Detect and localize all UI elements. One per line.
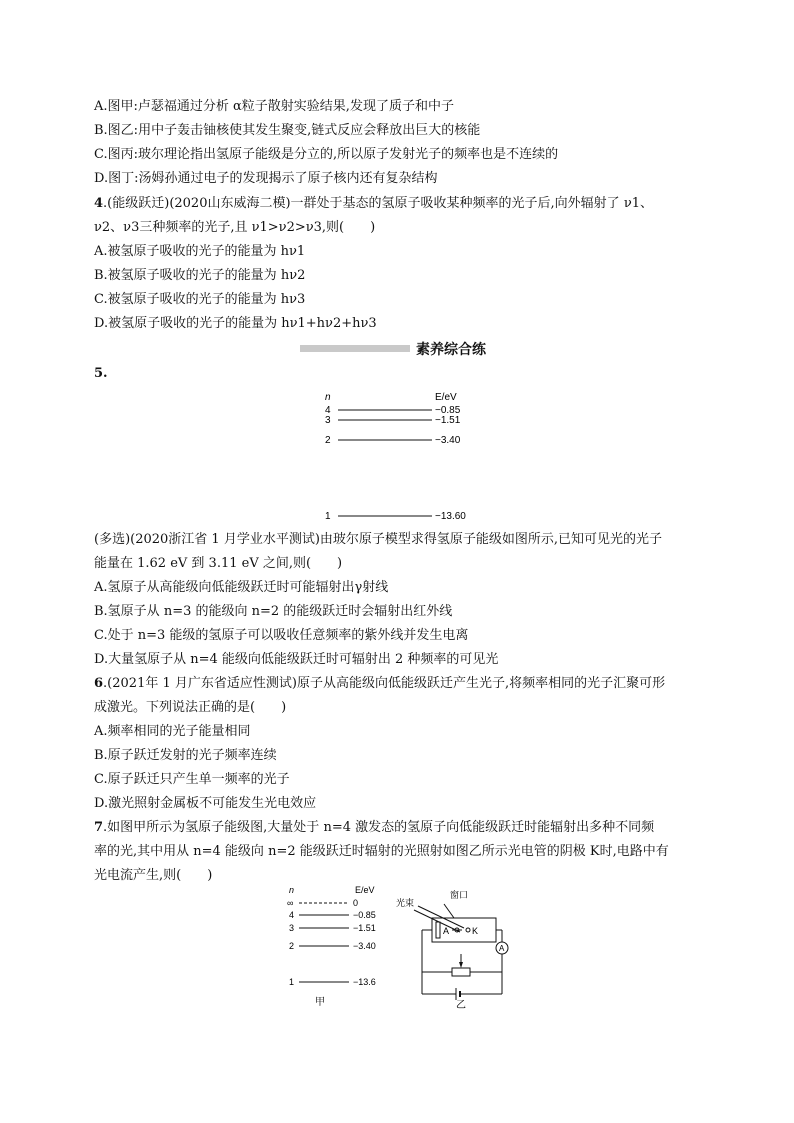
q7-yi-anode-label: A [443,926,450,936]
q5-stem-line1: (多选)(2020浙江省 1 月学业水平测试)由玻尔原子模型求得氢原子能级如图所示,已知可见光的光子 [94,532,663,547]
q7-yi-light-beam-1 [414,910,460,932]
q4-stem-line2: ν2、ν3三种频率的光子,且 ν1>ν2>ν3,则( ) [94,220,376,235]
q6-option-d: D.激光照射金属板不可能发生光电效应 [94,796,317,811]
q7-jia-level-1-n: 1 [289,977,295,987]
q6-stem-line1 [94,674,665,694]
q6-number: 6 [94,676,104,691]
q4-stem-line1 [94,194,653,214]
q7-stem-line2: 率的光,其中用从 n=4 能级向 n=2 能级跃迁时辐射的光照射如图乙所示光电管的阴极 K时,电路中有 [94,844,669,859]
q5-level-1-n: 1 [325,511,331,522]
q7-yi-window-label: 窗口 [450,890,469,900]
q7-jia-level-inf-n: ∞ [287,898,294,908]
q5-energy-axis-label: E/eV [435,392,457,403]
q7-jia-caption: 甲 [315,997,325,1008]
q5-level-3-energy: −1.51 [435,415,461,426]
q5-option-c: C.处于 n=3 能级的氢原子可以吸收任意频率的紫外线并发生电离 [94,628,469,643]
q3-option-b: B.图乙:用中子轰击铀核使其发生聚变,链式反应会释放出巨大的核能 [94,123,481,138]
q5-level-3-n: 3 [325,415,331,426]
q5-n-axis-label: n [325,392,331,403]
q4-number: 4 [94,196,104,211]
q7-stem-line3: 光电流产生,则( ) [94,868,213,883]
q7-jia-energy-label: E/eV [355,885,375,895]
q7-yi-cathode-dot [466,928,470,932]
q7-yi-phototube-circuit [394,884,534,1010]
q7-jia-level-4-n: 4 [289,910,295,920]
q7-yi-caption: 乙 [456,1000,466,1010]
q4-option-d: D.被氢原子吸收的光子的能量为 hν1+hν2+hν3 [94,316,377,331]
q6-stem-line2: 成激光。下列说法正确的是( ) [94,700,287,715]
q6-option-c: C.原子跃迁只产生单一频率的光子 [94,772,290,787]
q6-option-b: B.原子跃迁发射的光子频率连续 [94,748,277,763]
q4-stem-text: .(能级跃迁)(2020山东威海二模)一群处于基态的氢原子吸收某种频率的光子后,向外辐射了 ν1、 [103,196,653,211]
q7-yi-cathode-label: K [472,926,479,936]
q6-option-a: A.频率相同的光子能量相同 [94,724,251,739]
q5-level-1-energy: −13.60 [435,511,466,522]
q5-level-4-energy: −0.85 [435,405,461,416]
q7-jia-level-3-energy: −1.51 [353,923,376,933]
q7-stem-text: .如图甲所示为氢原子能级图,大量处于 n=4 激发态的氢原子向低能级跃迁时能辐射出多种不同频 [103,820,655,835]
q5-level-2-n: 2 [325,435,331,446]
q4-option-c: C.被氢原子吸收的光子的能量为 hν3 [94,292,306,307]
q7-number: 7 [94,820,104,835]
q5-energy-level-diagram [300,388,500,528]
q7-jia-energy-diagram [283,884,403,1010]
q5-level-2-energy: −3.40 [435,435,461,446]
q7-jia-level-1-energy: −13.6 [353,977,376,987]
q7-yi-light-beam-2 [418,906,464,928]
q5-stem-line2: 能量在 1.62 eV 到 3.11 eV 之间,则( ) [94,556,343,571]
q7-yi-light-label: 光束 [396,898,415,908]
q7-jia-n-label: n [289,885,295,895]
q7-yi-rheostat [452,968,470,976]
q7-yi-tube [432,918,496,942]
q5-option-d: D.大量氢原子从 n=4 能级向低能级跃迁时可辐射出 2 种频率的可见光 [94,652,499,667]
section-bar [300,345,410,352]
q5-level-4-n: 4 [325,405,331,416]
q7-jia-level-4-energy: −0.85 [353,910,376,920]
q6-stem-text: .(2021年 1 月广东省适应性测试)原子从高能级向低能级跃迁产生光子,将频率相同的光子汇聚可形 [103,676,666,691]
q4-option-b: B.被氢原子吸收的光子的能量为 hν2 [94,268,306,283]
q7-jia-level-inf-energy: 0 [353,898,359,908]
q5-option-a: A.氢原子从高能级向低能级跃迁时可能辐射出γ射线 [94,580,389,595]
q7-jia-level-2-n: 2 [289,941,295,951]
q7-stem-line1 [94,818,654,838]
q7-yi-ammeter-label: A [499,944,505,953]
section-title: 素养综合练 [416,342,486,358]
q7-jia-level-2-energy: −3.40 [353,941,376,951]
q7-jia-level-3-n: 3 [289,923,295,933]
q4-option-a: A.被氢原子吸收的光子的能量为 hν1 [94,244,306,259]
q7-yi-anode-plate [436,922,440,938]
q7-yi-window-mark [444,904,454,918]
q3-option-c: C.图丙:玻尔理论指出氢原子能级是分立的,所以原子发射光子的频率也是不连续的 [94,147,559,162]
q5-option-b: B.氢原子从 n=3 的能级向 n=2 的能级跃迁时会辐射出红外线 [94,604,453,619]
q3-option-d: D.图丁:汤姆孙通过电子的发现揭示了原子核内还有复杂结构 [94,171,438,186]
q3-option-a: A.图甲:卢瑟福通过分析 α粒子散射实验结果,发现了质子和中子 [94,99,454,114]
q7-yi-rheostat-slider [459,962,463,968]
q5-number: 5. [94,366,108,381]
